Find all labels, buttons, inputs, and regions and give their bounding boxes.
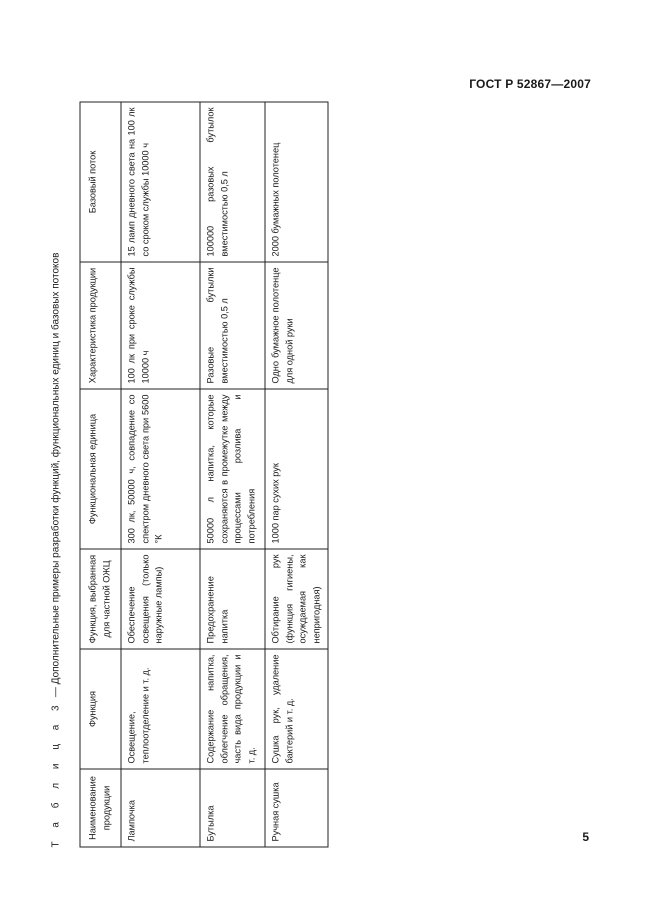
cell-selected-function: Предохранение напитка [200,549,265,649]
table-row [265,102,328,847]
column-header-selected-function: Функция, выбранная для частной ОЖЦ [80,549,121,649]
table-caption-text: — Дополнительные примеры разработки функций, функциональных единиц и базовых потоков [50,252,61,700]
cell-product: Лампочка [121,769,200,847]
cell-characteristic: Разовые бутылки вместимостью 0,5 л [200,262,265,389]
table-header-row [80,102,121,847]
column-header-functional-unit: Функциональная единица [80,389,121,549]
cell-function: Сушка рук, удаление бактерий и т. д. [265,649,328,769]
cell-function: Освещение, теплоотделение и т. д. [121,649,200,769]
page-number: 5 [582,830,589,844]
column-header-product: Наименование продукции [80,769,121,847]
column-header-reference-flow: Базовый поток [80,102,121,262]
table-caption-prefix: Т а б л и ц а 3 [50,699,61,848]
table-row [200,102,265,847]
cell-reference-flow: 15 ламп дневного света на 100 лк со сроком службы 10000 ч [121,102,200,262]
cell-function: Содержание напитка, облегчение обращения, часть вида продукции и т. д. [200,649,265,769]
cell-reference-flow: 2000 бумажных полотенец [265,102,328,262]
cell-functional-unit: 300 лк, 50000 ч, совпадение со спектром дневного света при 5600 °К [121,389,200,549]
column-header-function: Функция [80,649,121,769]
cell-product: Бутылка [200,769,265,847]
cell-reference-flow: 100000 разовых бутылок вместимостью 0,5 л [200,102,265,262]
cell-functional-unit: 50000 л напитка, которые сохраняются в промежутке между процессами розлива и потребления [200,389,265,549]
document-code: ГОСТ Р 52867—2007 [469,77,591,91]
cell-selected-function: Обеспечение освещения (только наружные лампы) [121,549,200,649]
cell-characteristic: 100 лк при сроке службы 10000 ч [121,262,200,389]
cell-selected-function: Обтирание рук (функция гигиены, осуждаемая как непригодная) [265,549,328,649]
cell-characteristic: Одно бумажное полотенце для одной руки [265,262,328,389]
table-caption [45,103,67,848]
cell-functional-unit: 1000 пар сухих рук [265,389,328,549]
rotated-table-block [45,103,321,848]
cell-product: Ручная сушка [265,769,328,847]
column-header-characteristic: Характеристика продукции [80,262,121,389]
table-row [121,102,200,847]
functions-table [79,102,328,848]
